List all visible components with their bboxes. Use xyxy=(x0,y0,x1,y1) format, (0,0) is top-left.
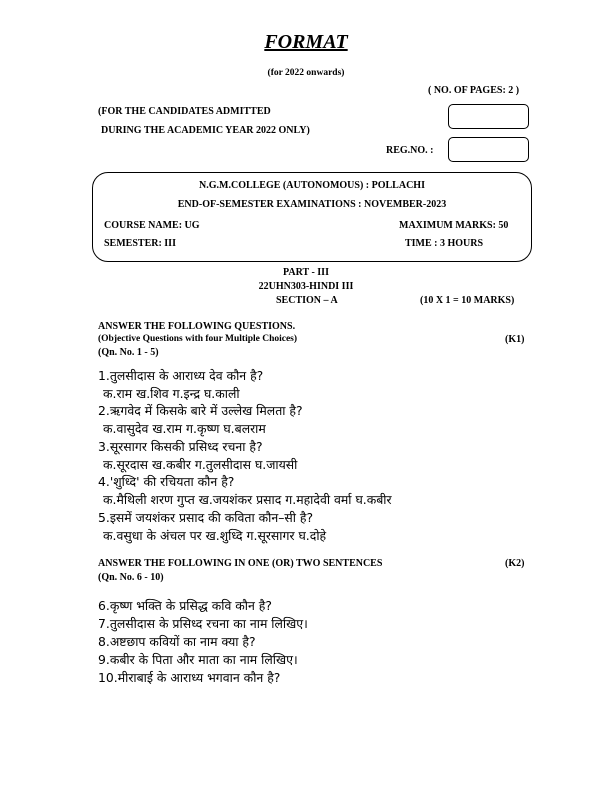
question-line: 4.'शुध्दि' की रचियता कौन है? xyxy=(98,474,235,489)
admitted-line-1: (FOR THE CANDIDATES ADMITTED xyxy=(98,106,271,117)
question-line: 5.इसमें जयशंकर प्रसाद की कविता कौन–सी है? xyxy=(98,510,314,525)
section2-range: (Qn. No. 6 - 10) xyxy=(98,572,164,583)
question-line: 6.कृष्ण भक्ति के प्रसिद्ध कवि कौन है? xyxy=(98,598,272,613)
question-line: 2.ऋगवेद में किसके बारे में उल्लेख मिलता है? xyxy=(98,403,303,418)
course-name: COURSE NAME: UG xyxy=(104,220,200,231)
section-label: SECTION – A xyxy=(276,295,338,306)
college-name: N.G.M.COLLEGE (AUTONOMOUS) : POLLACHI xyxy=(199,180,425,191)
semester: SEMESTER: III xyxy=(104,238,176,249)
section-marks: (10 X 1 = 10 MARKS) xyxy=(420,295,515,306)
options-line: क.वासुदेव ख.राम ग.कृष्ण घ.बलराम xyxy=(103,421,266,436)
question-line: 1.तुलसीदास के आराध्य देव कौन है? xyxy=(98,368,264,383)
options-line: क.मैथिली शरण गुप्त ख.जयशंकर प्रसाद ग.महादेवी वर्मा घ.कबीर xyxy=(103,492,392,507)
question-line: 9.कबीर के पिता और माता का नाम लिखिए। xyxy=(98,652,298,667)
document-title: FORMAT xyxy=(264,31,348,53)
section1-level: (K1) xyxy=(505,334,525,345)
reg-no-box[interactable] xyxy=(448,137,529,162)
section1-heading: ANSWER THE FOLLOWING QUESTIONS. xyxy=(98,321,296,332)
section2-heading: ANSWER THE FOLLOWING IN ONE (OR) TWO SENTENCES xyxy=(98,558,383,569)
part-label: PART - III xyxy=(283,267,329,278)
question-line: 7.तुलसीदास के प्रसिध्द रचना का नाम लिखिए। xyxy=(98,616,308,631)
question-line: 10.मीराबाई के आराध्य भगवान कौन है? xyxy=(98,670,281,685)
options-line: क.सूरदास ख.कबीर ग.तुलसीदास घ.जायसी xyxy=(103,457,298,472)
pages-count: ( NO. OF PAGES: 2 ) xyxy=(428,85,520,96)
options-line: क.राम ख.शिव ग.इन्द्र घ.काली xyxy=(103,386,240,401)
section2-level: (K2) xyxy=(505,558,525,569)
course-code: 22UHN303-HINDI III xyxy=(258,281,354,292)
exam-name: END-OF-SEMESTER EXAMINATIONS : NOVEMBER-2023 xyxy=(177,199,447,210)
document-subtitle: (for 2022 onwards) xyxy=(267,68,345,78)
question-line: 3.सूरसागर किसकी प्रसिध्द रचना है? xyxy=(98,439,263,454)
reg-no-label: REG.NO. : xyxy=(386,145,434,156)
exam-time: TIME : 3 HOURS xyxy=(405,238,484,249)
question-line: 8.अष्टछाप कवियों का नाम क्या है? xyxy=(98,634,256,649)
section1-range: (Qn. No. 1 - 5) xyxy=(98,347,159,358)
maximum-marks: MAXIMUM MARKS: 50 xyxy=(399,220,509,231)
code-box[interactable] xyxy=(448,104,529,129)
admitted-line-2: DURING THE ACADEMIC YEAR 2022 ONLY) xyxy=(101,125,310,136)
options-line: क.वसुधा के अंचल पर ख.शुध्दि ग.सूरसागर घ.दोहे xyxy=(103,528,327,543)
section1-subheading: (Objective Questions with four Multiple Choices) xyxy=(98,334,298,344)
